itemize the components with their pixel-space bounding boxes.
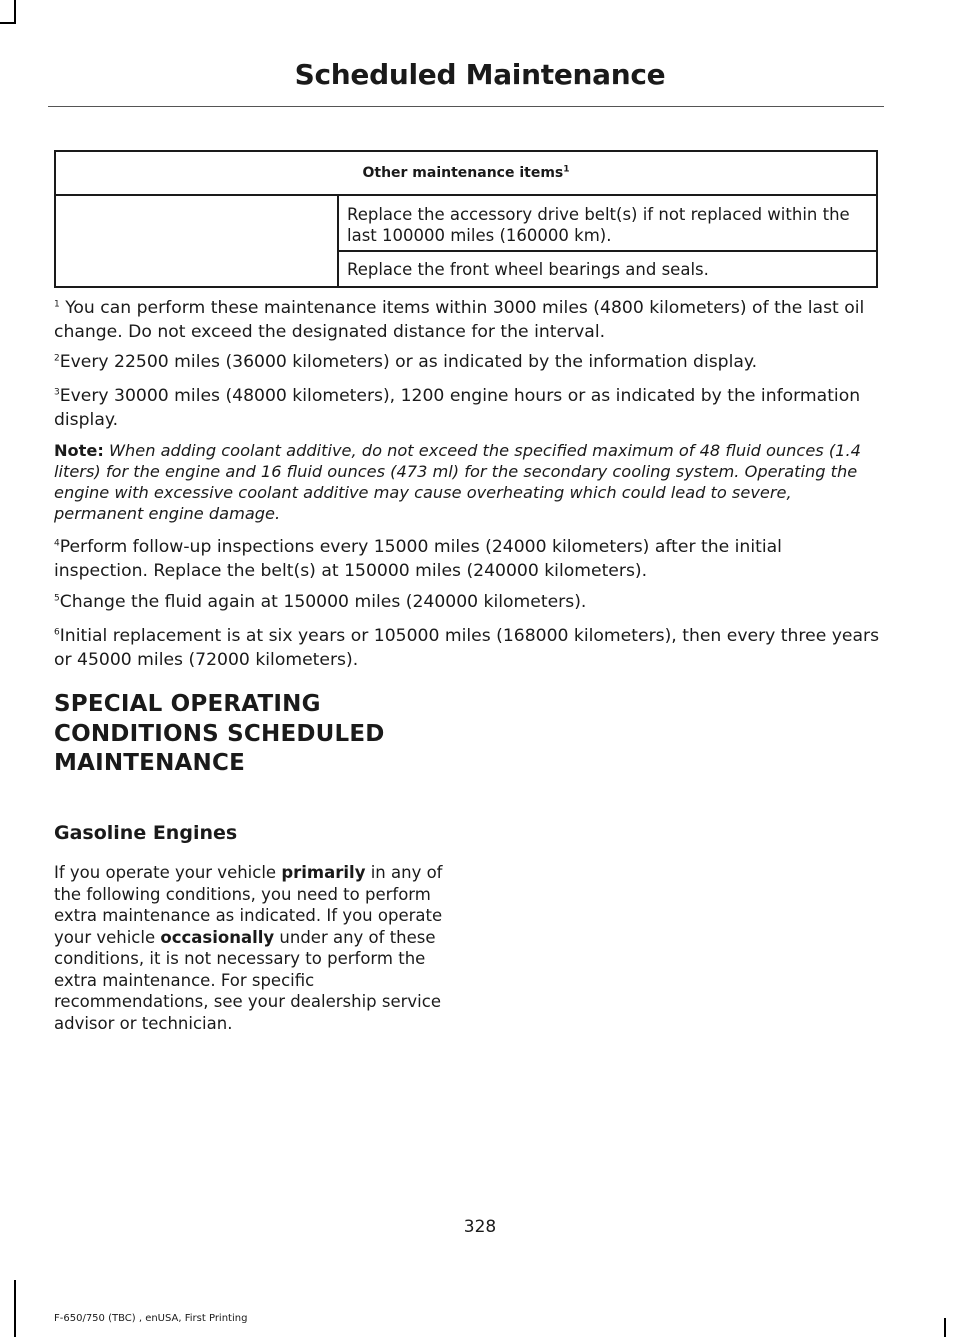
note-label: Note: — [54, 441, 104, 460]
table-cell: Replace the front wheel bearings and seals. — [338, 251, 877, 287]
section-heading: SPECIAL OPERATING CONDITIONS SCHEDULED MAINTENANCE — [54, 691, 385, 776]
table-cell-empty — [55, 195, 338, 287]
crop-mark — [0, 22, 16, 24]
maintenance-table — [54, 150, 878, 288]
footnote: $^4$Perform follow-up inspections every 15000 miles (24000 kilometers) after the initial inspection. Replace the belt(s) at 150000 miles (240000 kilometers). — [54, 537, 782, 581]
crop-mark — [14, 1280, 16, 1337]
footer-text: F-650/750 (TBC) , enUSA, First Printing — [54, 1313, 248, 1324]
table-cell: Replace the accessory drive belt(s) if not replaced within the last 100000 miles (160000 km). — [338, 195, 877, 251]
footnote: $^1$ You can perform these maintenance items within 3000 miles (4800 kilometers) of the last oil change. Do not exceed the designated distance for the interval. — [54, 298, 865, 342]
footnote: $^2$Every 22500 miles (36000 kilometers) or as indicated by the information display. — [54, 352, 758, 372]
footnote: $^6$Initial replacement is at six years or 105000 miles (168000 kilometers), then every three years or 45000 miles (72000 kilometers). — [54, 626, 880, 670]
table-caption: Other maintenance items$^1$ — [55, 151, 877, 195]
page-title: Scheduled Maintenance — [294, 58, 666, 91]
crop-mark — [14, 0, 16, 22]
footnote: $^3$Every 30000 miles (48000 kilometers), 1200 engine hours or as indicated by the information display. — [54, 386, 861, 430]
table-row — [55, 195, 877, 251]
title-divider — [48, 106, 884, 107]
body-paragraph: If you operate your vehicle primarily in any of the following conditions, you need to perform extra maintenance as indicated. If you operate your vehicle occasionally under any of these conditions, it is not necessary to perform the extra maintenance. For specific recommendations, see your dealership service advisor or technician. — [54, 863, 443, 1033]
footnote: $^5$Change the fluid again at 150000 miles (240000 kilometers). — [54, 592, 587, 612]
crop-mark — [944, 1318, 946, 1337]
coolant-note: Note: When adding coolant additive, do not exceed the specified maximum of 48 fluid ounces (1.4 liters) for the engine and 16 fluid ounces (473 ml) for the secondary cooling system. Operating the engine with excessive coolant additive may cause overheating which could lead to severe, permanent engine damage. — [54, 441, 861, 523]
subsection-heading: Gasoline Engines — [54, 822, 238, 844]
page-number: 328 — [463, 1217, 497, 1237]
table-header-row — [55, 151, 877, 195]
